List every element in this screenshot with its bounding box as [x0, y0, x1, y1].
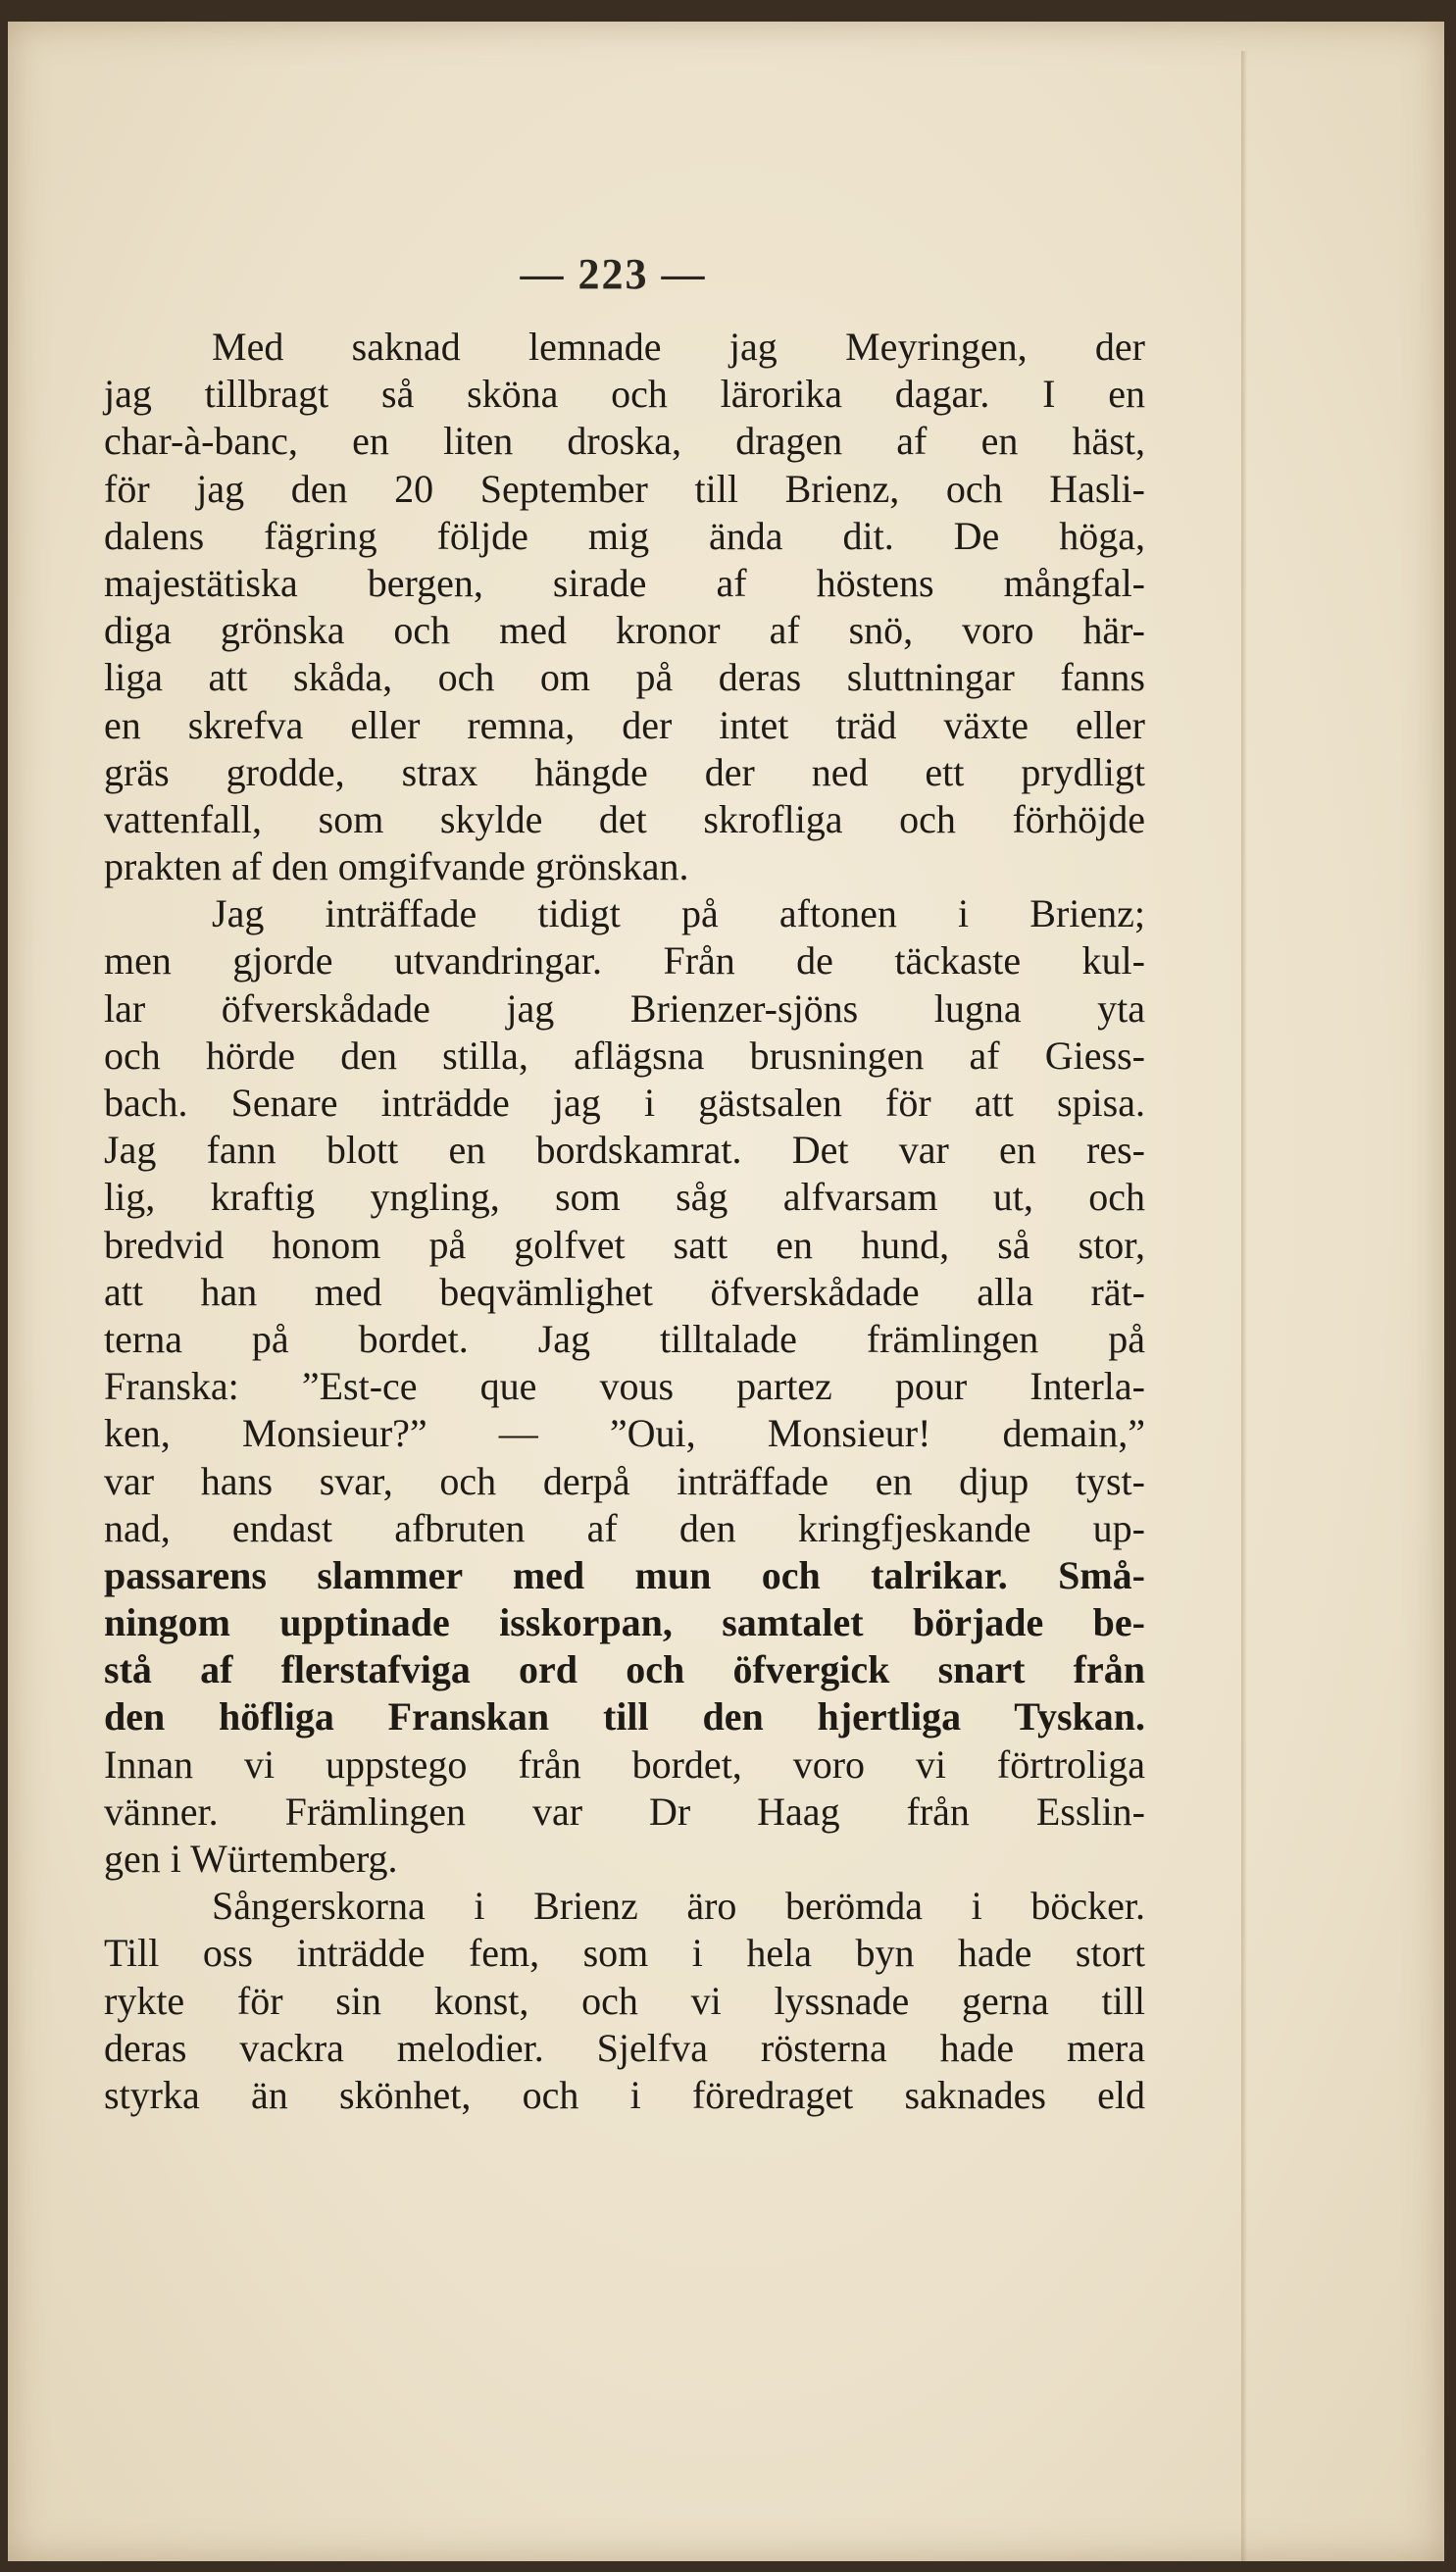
text-line: majestätiska bergen, sirade af höstens mångfal- — [104, 560, 1145, 605]
text-line: Jag inträffade tidigt på aftonen i Brienz; — [212, 891, 1145, 936]
text-line: och hörde den stilla, aflägsna brusningen af Giess- — [104, 1033, 1145, 1078]
text-line: Sångerskorna i Brienz äro berömda i böcker. — [212, 1884, 1145, 1929]
text-line: Franska: ”Est-ce que vous partez pour Interla- — [104, 1364, 1145, 1409]
text-line: liga att skåda, och om på deras sluttningar fanns — [104, 655, 1145, 700]
text-line: att han med beqvämlighet öfverskådade alla rät- — [104, 1269, 1145, 1314]
text-line: lar öfverskådade jag Brienzer-sjöns lugna yta — [104, 985, 1145, 1031]
text-line: bach. Senare inträdde jag i gästsalen för att spisa. — [104, 1081, 1145, 1125]
text-line: Till oss inträdde fem, som i hela byn hade stort — [104, 1931, 1145, 1976]
text-line: nad, endast afbruten af den kringfjeskande up- — [104, 1505, 1145, 1550]
text-line: gen i Würtemberg. — [104, 1837, 398, 1881]
text-line: bredvid honom på golfvet satt en hund, så stor, — [104, 1222, 1145, 1267]
text-line: ningom upptinade isskorpan, samtalet började be- — [104, 1600, 1145, 1645]
text-line: diga grönska och med kronor af snö, voro här- — [104, 608, 1145, 653]
text-line: Jag fann blott en bordskamrat. Det var en res- — [104, 1128, 1145, 1173]
text-line: lig, kraftig yngling, som såg alfvarsam ut, och — [104, 1175, 1145, 1220]
text-line: vänner. Främlingen var Dr Haag från Esslin- — [104, 1789, 1145, 1834]
body-text — [104, 324, 1145, 2119]
book-page — [8, 22, 1444, 2561]
text-line: dalens fägring följde mig ända dit. De höga, — [104, 513, 1145, 558]
page-binding-shadow — [1241, 51, 1247, 2561]
text-line: för jag den 20 September till Brienz, och Hasli- — [104, 466, 1145, 511]
text-line: gräs grodde, strax hängde der ned ett prydligt — [104, 749, 1145, 794]
text-line: rykte för sin konst, och vi lyssnade gerna till — [104, 1978, 1145, 2023]
text-line: char-à-banc, en liten droska, dragen af en häst, — [104, 419, 1145, 464]
text-line: vattenfall, som skylde det skrofliga och förhöjde — [104, 796, 1145, 841]
text-line: var hans svar, och derpå inträffade en djup tyst- — [104, 1458, 1145, 1503]
text-line: stå af flerstafviga ord och öfvergick snart från — [104, 1647, 1145, 1692]
text-line: den höfliga Franskan till den hjertliga Tyskan. — [104, 1694, 1145, 1740]
text-line: terna på bordet. Jag tilltalade främlingen på — [104, 1316, 1145, 1361]
text-line: jag tillbragt så sköna och lärorika dagar. I en — [104, 372, 1145, 417]
text-line: ken, Monsieur?” — ”Oui, Monsieur! demain,” — [104, 1411, 1145, 1456]
text-line: Med saknad lemnade jag Meyringen, der — [212, 325, 1145, 369]
text-line: men gjorde utvandringar. Från de täckaste kul- — [104, 938, 1145, 983]
text-line: passarens slammer med mun och talrikar. Små- — [104, 1552, 1145, 1597]
text-line: prakten af den omgifvande grönskan. — [104, 844, 689, 889]
page-number-header: — 223 — — [520, 250, 707, 298]
text-line: styrka än skönhet, och i föredraget saknades eld — [104, 2072, 1145, 2117]
text-line: en skrefva eller remna, der intet träd växte eller — [104, 702, 1145, 747]
text-line: Innan vi uppstego från bordet, voro vi förtroliga — [104, 1741, 1145, 1787]
text-line: deras vackra melodier. Sjelfva rösterna hade mera — [104, 2025, 1145, 2070]
